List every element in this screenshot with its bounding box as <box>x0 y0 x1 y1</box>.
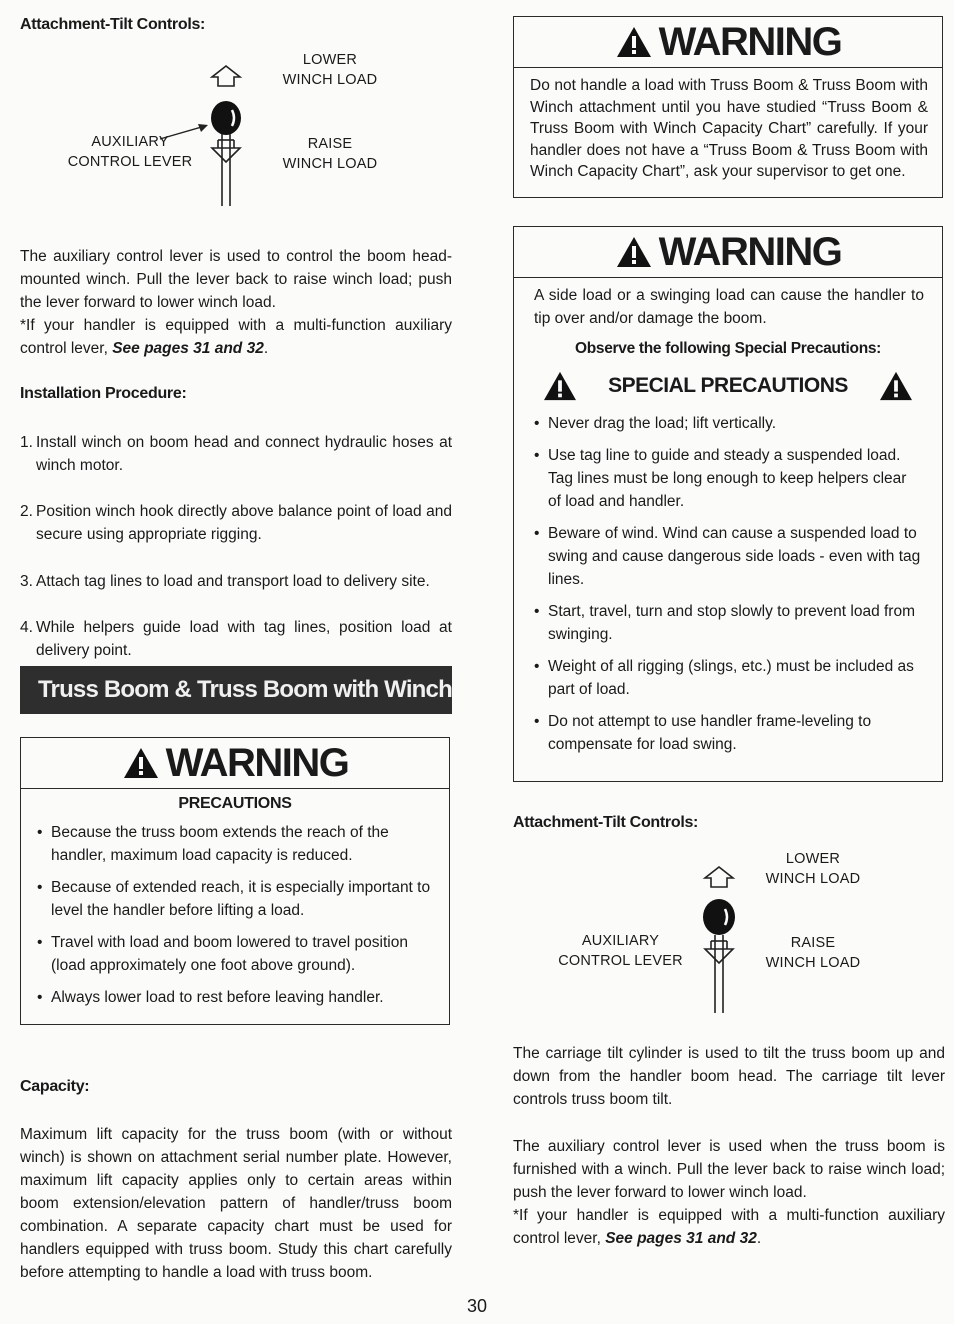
observe-heading: Observe the following Special Precautions: <box>574 340 882 357</box>
lower-label-line2: WINCH LOAD <box>765 871 861 887</box>
page-reference: See pages 31 and 32 <box>112 340 264 357</box>
step-number: 1. <box>20 434 33 451</box>
intro-note-text: *If your handler is equipped with a multi-function auxiliary control lever, <box>20 317 452 357</box>
lower-label-line1: LOWER <box>785 851 841 867</box>
warning-header <box>514 17 942 68</box>
capacity-chart-warning-box <box>513 16 943 198</box>
special-precaution-item: • Beware of wind. Wind can cause a suspended load to swing and cause dangerous side loads - even with tag lines. <box>534 522 922 591</box>
step-number: 2. <box>20 503 33 520</box>
step-number: 3. <box>20 573 33 590</box>
warning-triangle-icon <box>615 235 653 269</box>
raise-label-line2: WINCH LOAD <box>765 955 861 971</box>
side-load-warning-box <box>513 226 943 782</box>
warning-triangle-icon <box>615 25 653 59</box>
warning-text: A side load or a swinging load can cause the handler to tip over and/or damage the boom. <box>534 287 924 327</box>
step-item <box>20 570 452 593</box>
aux-text: The auxiliary control lever is used when the truss boom is furnished with a winch. Pull the lever back to raise winch load; push the lever forward to lower winch load. <box>513 1138 945 1201</box>
aux-lever-label <box>60 132 200 172</box>
page-reference: See pages 31 and 32 <box>605 1230 757 1247</box>
precaution-item: • Because of extended reach, it is especially important to level the handler before lifting a load. <box>37 876 433 922</box>
precautions-subtitle: PRECAUTIONS <box>178 795 292 812</box>
lower-label-line2: WINCH LOAD <box>282 72 378 88</box>
raise-winch-label <box>753 933 873 973</box>
step-text: Position winch hook directly above balance point of load and secure using appropriate rigging. <box>36 503 452 543</box>
step-item <box>20 500 452 546</box>
raise-winch-label <box>270 134 390 174</box>
special-precaution-item: • Weight of all rigging (slings, etc.) must be included as part of load. <box>534 655 922 701</box>
aux-note-end: . <box>756 1230 762 1247</box>
controls-heading-right: Attachment-Tilt Controls: <box>513 814 699 831</box>
precaution-item: • Because the truss boom extends the reach of the handler, maximum load capacity is reduced. <box>37 821 433 867</box>
capacity-heading: Capacity: <box>20 1078 90 1095</box>
aux-lever-label <box>553 931 688 971</box>
aux-note <box>513 1204 945 1250</box>
lower-label-line1: LOWER <box>302 52 358 68</box>
warning-header <box>514 227 942 278</box>
page-number: 30 <box>466 1296 488 1316</box>
intro-note <box>20 314 452 360</box>
step-item <box>20 431 452 477</box>
step-text: Install winch on boom head and connect hydraulic hoses at winch motor. <box>36 434 452 474</box>
intro-note-end: . <box>263 340 269 357</box>
special-precaution-item: • Use tag line to guide and steady a suspended load. Tag lines must be long enough to keep helpers clear of load and handler. <box>534 444 922 513</box>
special-precautions-header <box>514 370 942 402</box>
lower-winch-label <box>270 50 390 90</box>
special-precautions-list <box>534 412 922 756</box>
lever-diagram-right <box>553 845 913 1017</box>
installation-heading: Installation Procedure: <box>20 385 187 402</box>
special-precautions-title: SPECIAL PRECAUTIONS <box>608 374 848 397</box>
step-text: Attach tag lines to load and transport load to delivery site. <box>36 573 430 590</box>
warning-triangle-icon <box>542 370 578 402</box>
warning-triangle-icon <box>122 746 160 780</box>
intro-text: The auxiliary control lever is used to control the boom head-mounted winch. Pull the lever back to raise winch load; push the lever forward to lower winch load. <box>20 248 452 311</box>
aux-paragraph <box>513 1135 945 1250</box>
aux-label-line1: AUXILIARY <box>91 134 169 150</box>
tilt-paragraph: The carriage tilt cylinder is used to tilt the truss boom up and down from the handler boom head. The carriage tilt lever controls truss boom tilt. <box>513 1045 945 1108</box>
section-banner: Truss Boom & Truss Boom with Winch <box>20 666 452 714</box>
special-precaution-item: • Never drag the load; lift vertically. <box>534 412 922 435</box>
aux-label-line2: CONTROL LEVER <box>67 154 193 170</box>
raise-label-line2: WINCH LOAD <box>282 156 378 172</box>
aux-label-line1: AUXILIARY <box>581 933 660 949</box>
lever-diagram-left <box>60 46 420 211</box>
lower-winch-label <box>753 849 873 889</box>
step-text: While helpers guide load with tag lines, position load at delivery point. <box>36 619 452 659</box>
aux-note-text: *If your handler is equipped with a multi-function auxiliary control lever, <box>513 1207 945 1247</box>
raise-label-line1: RAISE <box>307 136 353 152</box>
capacity-text: Maximum lift capacity for the truss boom (with or without winch) is shown on attachment serial number plate. However, maximum lift capacity applies only to certain areas within boom extension/elevation pattern of handler/truss boom combination. A separate capacity chart must be used for handlers equipped with truss boom. Study this chart carefully before attempting to handle a load with truss boom. <box>20 1126 452 1281</box>
special-precaution-item: • Start, travel, turn and stop slowly to prevent load from swinging. <box>534 600 922 646</box>
warning-header <box>21 738 449 789</box>
step-number: 4. <box>20 619 33 636</box>
warning-title: WARNING <box>165 740 349 785</box>
precaution-item: • Always lower load to rest before leaving handler. <box>37 986 433 1009</box>
warning-triangle-icon <box>878 370 914 402</box>
warning-title: WARNING <box>658 19 842 64</box>
step-item <box>20 616 452 662</box>
warning-text: Do not handle a load with Truss Boom & Truss Boom with Winch attachment until you have studied “Truss Boom & Truss Boom with Winch Capacity Chart” carefully. If your handler does not have a “Truss Boom & Truss Boom with Winch Capacity Chart”, ask your supervisor to get one. <box>530 77 928 180</box>
intro-paragraph <box>20 245 452 360</box>
aux-label-line2: CONTROL LEVER <box>558 953 683 969</box>
precautions-list <box>37 821 433 1009</box>
precautions-warning-box <box>20 737 450 1025</box>
warning-title: WARNING <box>658 229 842 274</box>
special-precaution-item: • Do not attempt to use handler frame-leveling to compensate for load swing. <box>534 710 922 756</box>
raise-label-line1: RAISE <box>790 935 836 951</box>
precaution-item: • Travel with load and boom lowered to travel position (load approximately one foot above ground). <box>37 931 433 977</box>
controls-heading-left: Attachment-Tilt Controls: <box>20 16 206 33</box>
